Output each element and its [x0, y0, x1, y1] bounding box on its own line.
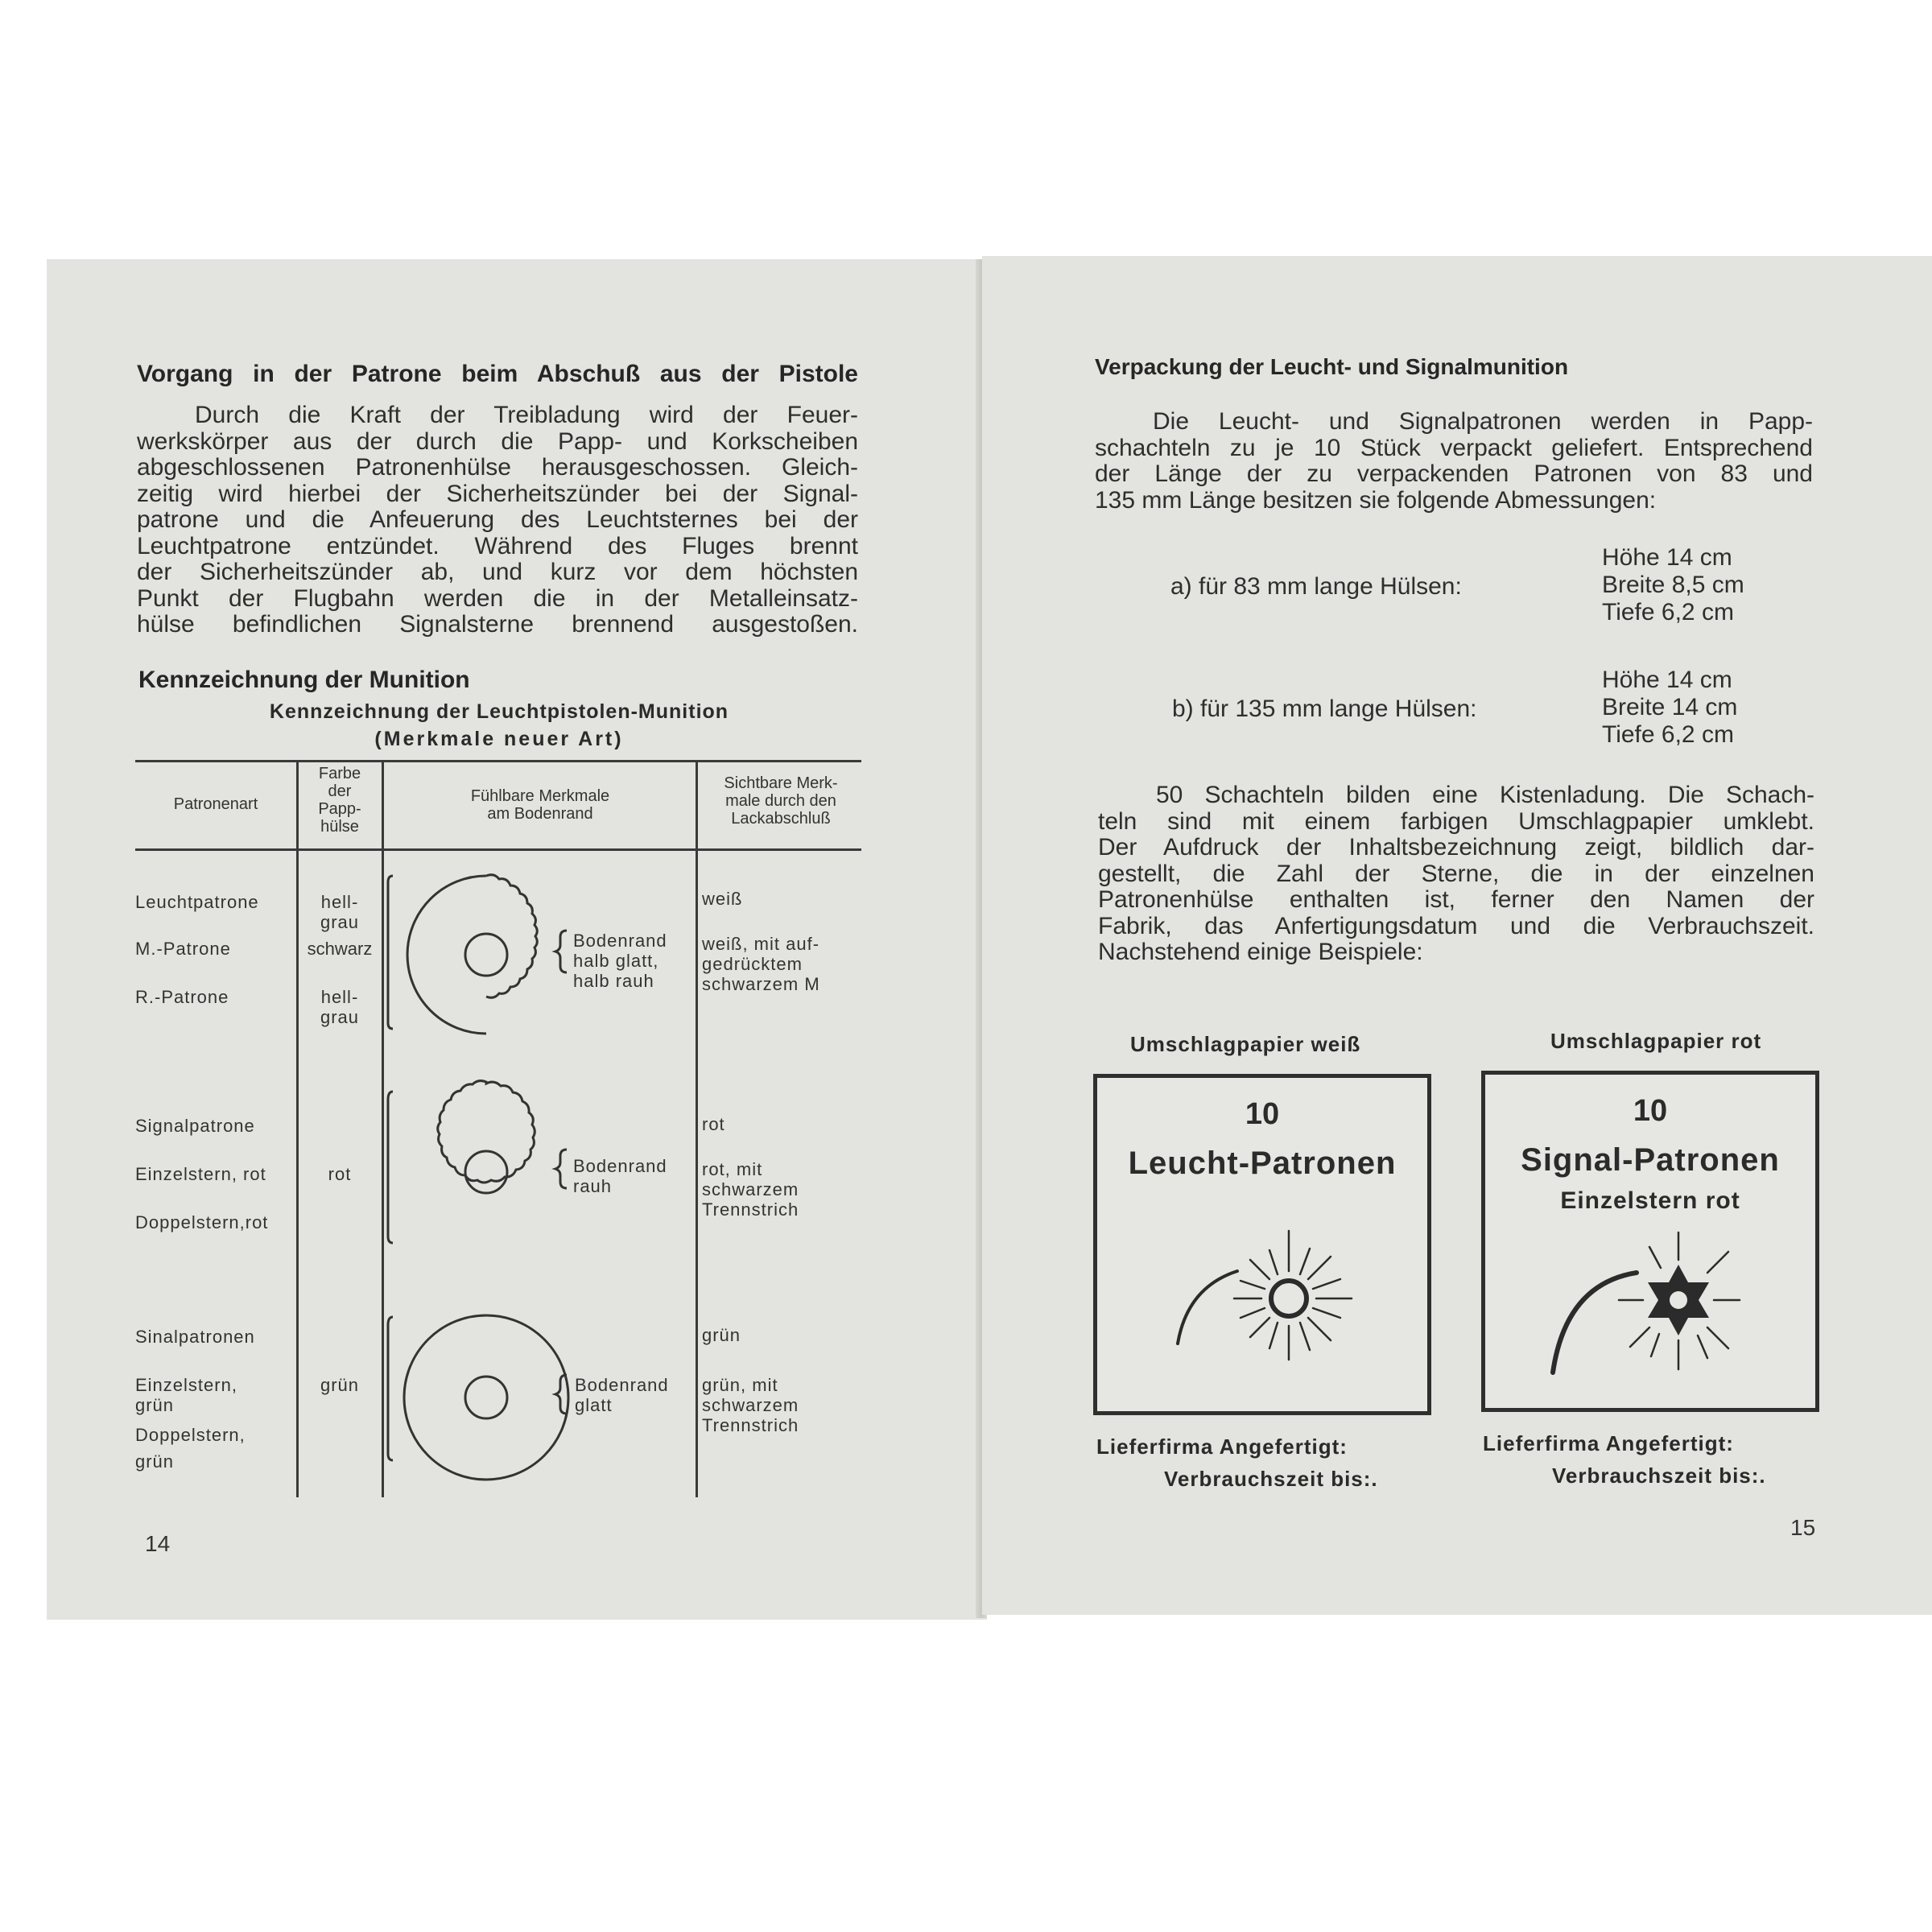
dimension-values-a	[1602, 544, 1744, 626]
label-box-leucht	[1093, 1074, 1431, 1415]
text-line: hülse befindlichen Signalsterne brennend ausgestoßen.	[137, 611, 858, 638]
six-point-star-icon	[1542, 1228, 1751, 1389]
table-header-farbe	[298, 765, 382, 836]
cell-line: gedrücktem	[702, 954, 803, 974]
label-title: Leucht-Patronen	[1128, 1146, 1397, 1181]
text-line: Der Aufdruck der Inhaltsbezeichnung zeigt, bildlich dar-	[1098, 834, 1814, 861]
disc-1-smooth-edge	[407, 876, 486, 1034]
text-line: 50 Schachteln bilden eine Kistenladung. Die Schach-	[1156, 782, 1814, 808]
paragraph-vorgang	[137, 402, 858, 638]
text-line: gestellt, die Zahl der Sterne, die in der einzelnen	[1098, 860, 1814, 887]
text-line: der Sicherheitszünder ab, und kurz vor dem höchsten	[137, 559, 858, 585]
table-header-sichtbare	[699, 774, 863, 828]
cell-line: Trennstrich	[702, 1199, 799, 1220]
cell-line: Doppelstern,	[135, 1425, 246, 1445]
header-line: Lackabschluß	[731, 810, 831, 828]
cell-line: Bodenrand	[575, 1375, 669, 1395]
text-line: patrone und die Anfeuerung des Leuchtsternes bei der	[137, 506, 858, 533]
cell-line: grün	[135, 1395, 175, 1415]
cell-type-r-patrone: R.-Patrone	[135, 987, 229, 1007]
brace-1	[555, 931, 567, 972]
cell-line: hell-	[320, 892, 359, 912]
text-line: abgeschlossenen Patronenhülse herausgeschossen. Gleich-	[137, 454, 858, 481]
header-line: Papp-	[318, 800, 361, 818]
table-header-fuehlbare	[385, 787, 696, 823]
text-line: Leuchtpatrone entzündet. Während des Fluges brennt	[137, 532, 858, 559]
cell-visible-rot: rot	[702, 1114, 725, 1134]
label-footer-rot-1: Lieferfirma Angefertigt:	[1483, 1431, 1734, 1455]
cell-visible-rot-strich	[702, 1159, 799, 1220]
table-header-patronenart: Patronenart	[173, 795, 258, 813]
header-line: Farbe	[318, 765, 361, 782]
cell-type-sinalpatronen: Sinalpatronen	[135, 1327, 255, 1347]
cell-visible-gruen: grün	[702, 1325, 741, 1345]
page-number-right: 15	[1790, 1515, 1816, 1540]
disc-1-center	[465, 934, 507, 976]
cell-line: Trennstrich	[702, 1415, 799, 1435]
dimension-label-b: b) für 135 mm lange Hülsen:	[1172, 696, 1477, 722]
dimension-value: Höhe 14 cm	[1602, 667, 1732, 693]
paragraph-kistenladung	[1098, 782, 1814, 966]
header-line: Fühlbare Merkmale	[470, 787, 610, 805]
heading-vorgang: Vorgang in der Patrone beim Abschuß aus der Pistole	[137, 361, 858, 387]
label-title: Signal-Patronen	[1521, 1142, 1780, 1178]
text-line: Fabrik, das Anfertigungsdatum und die Verbrauchszeit.	[1098, 912, 1814, 939]
disc-3-smooth-edge	[404, 1315, 568, 1480]
cell-type-m-patrone: M.-Patrone	[135, 939, 231, 959]
cell-visible-weiss: weiß	[702, 889, 743, 909]
cell-line: schwarzem	[702, 1395, 799, 1415]
cell-type-einzelstern-gruen	[135, 1375, 237, 1415]
cell-visible-weiss-m	[702, 934, 820, 994]
text-line: Patronenhülse enthalten ist, ferner den Namen der	[1098, 886, 1814, 913]
text-line: schachteln zu je 10 Stück verpackt geliefert. Entsprechend	[1095, 434, 1813, 461]
cell-line: weiß, mit auf-	[702, 934, 820, 954]
dimension-value: Höhe 14 cm	[1602, 544, 1732, 571]
paragraph-verpackung	[1095, 409, 1813, 514]
label-footer-weiss-2: Verbrauchszeit bis:.	[1164, 1467, 1378, 1491]
brace-3	[555, 1375, 567, 1414]
dimension-value: Breite 14 cm	[1602, 694, 1738, 720]
dimension-value: Tiefe 6,2 cm	[1602, 721, 1734, 748]
text-line: 135 mm Länge besitzen sie folgende Abmessungen:	[1095, 486, 1657, 514]
cell-color-schwarz: schwarz	[307, 939, 373, 959]
text-line: der Länge der zu verpackenden Patronen von 83 und	[1095, 460, 1813, 487]
cell-line: hell-	[320, 987, 359, 1007]
cell-type-einzelstern-rot: Einzelstern, rot	[135, 1164, 266, 1184]
label-caption-weiss: Umschlagpapier weiß	[1130, 1032, 1361, 1056]
text-line: Die Leucht- und Signalpatronen werden in Papp-	[1153, 408, 1813, 435]
page-number-left: 14	[145, 1531, 171, 1556]
cell-line: grün	[135, 1451, 175, 1472]
cell-line: rot, mit	[702, 1159, 763, 1179]
cell-type-doppelstern-gruen	[135, 1425, 246, 1472]
cell-type-signalpatrone: Signalpatrone	[135, 1116, 255, 1136]
label-number: 10	[1245, 1097, 1280, 1131]
heading-verpackung: Verpackung der Leucht- und Signalmunition	[1095, 354, 1569, 379]
cell-type-doppelstern-rot: Doppelstern,rot	[135, 1212, 269, 1232]
brace-2	[555, 1150, 567, 1188]
label-subtitle: Einzelstern rot	[1560, 1187, 1740, 1214]
dimension-values-b	[1602, 667, 1737, 749]
cell-line: grau	[320, 912, 360, 932]
cell-line: grau	[320, 1007, 360, 1027]
text-line: Nachstehend einige Beispiele:	[1098, 939, 1423, 965]
cell-color-hellgrau-2	[298, 987, 382, 1027]
cell-line: grün, mit	[702, 1375, 778, 1395]
text-line: teln sind mit einem farbigen Umschlagpapier umklebt.	[1098, 807, 1814, 835]
table-subtitle: (Merkmale neuer Art)	[374, 728, 624, 750]
cell-line: rauh	[573, 1176, 613, 1196]
disc-3-center	[465, 1377, 507, 1418]
header-line: Sichtbare Merk-	[724, 774, 838, 792]
cell-line: Bodenrand	[573, 931, 667, 951]
header-line: male durch den	[725, 792, 836, 810]
bracket-1	[388, 876, 393, 1029]
cell-line: halb glatt,	[573, 951, 659, 971]
sun-star-icon	[1170, 1215, 1363, 1376]
bracket-3	[388, 1317, 393, 1460]
cell-line: Einzelstern,	[135, 1375, 237, 1395]
label-caption-rot: Umschlagpapier rot	[1550, 1029, 1762, 1053]
table-top-rule	[135, 760, 861, 762]
header-line: am Bodenrand	[487, 805, 593, 823]
text-line: zeitig wird hierbei der Sicherheitszünder bei der Signal-	[137, 480, 858, 507]
text-line: Punkt der Flugbahn werden die in der Metalleinsatz-	[137, 584, 858, 612]
label-footer-weiss-1: Lieferfirma Angefertigt:	[1096, 1435, 1348, 1459]
trajectory-arc	[1553, 1273, 1637, 1373]
heading-kennzeichnung: Kennzeichnung der Munition	[138, 667, 470, 693]
cell-color-hellgrau	[298, 892, 382, 932]
label-box-signal	[1481, 1071, 1819, 1412]
disc-2-center	[465, 1151, 507, 1193]
trajectory-arc	[1178, 1271, 1237, 1344]
cell-visible-gruen-strich	[702, 1375, 799, 1435]
bracket-2	[388, 1092, 393, 1243]
text-line: Durch die Kraft der Treibladung wird der Feuer-	[195, 402, 858, 428]
cell-line: Bodenrand	[573, 1156, 667, 1176]
header-line: der	[328, 782, 352, 800]
cell-color-gruen: grün	[320, 1375, 360, 1395]
disc-2-rough-edge	[438, 1081, 535, 1183]
cell-line: halb rauh	[573, 971, 654, 991]
label-footer-rot-2: Verbrauchszeit bis:.	[1552, 1463, 1766, 1488]
table-title: Kennzeichnung der Leuchtpistolen-Munition	[269, 700, 729, 723]
cell-type-leuchtpatrone: Leuchtpatrone	[135, 892, 259, 912]
dimension-value: Tiefe 6,2 cm	[1602, 599, 1734, 625]
dimension-value: Breite 8,5 cm	[1602, 572, 1744, 598]
text-line: werkskörper aus der durch die Papp- und Korkscheiben	[137, 427, 858, 455]
table-drawings	[383, 850, 697, 1502]
cell-color-rot: rot	[328, 1164, 352, 1184]
header-line: hülse	[320, 818, 359, 836]
cell-line: schwarzem M	[702, 974, 820, 994]
cell-line: schwarzem	[702, 1179, 799, 1199]
dimension-label-a: a) für 83 mm lange Hülsen:	[1170, 573, 1462, 600]
label-number: 10	[1633, 1094, 1668, 1128]
cell-line: glatt	[575, 1395, 613, 1415]
